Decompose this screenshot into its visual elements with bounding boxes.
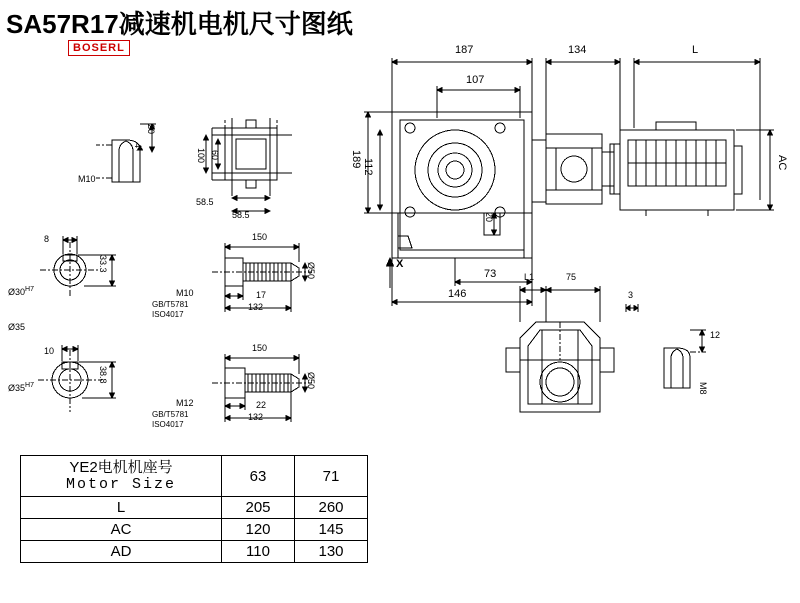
dim-4-key: 4 — [133, 143, 143, 149]
dim-73: 73 — [484, 268, 497, 280]
label-m12-bolt: M12 — [176, 398, 194, 408]
dim-d35: Ø35 — [8, 322, 26, 332]
dim-17: 17 — [256, 290, 267, 300]
row-ad-71: 130 — [295, 541, 368, 563]
row-ac-71: 145 — [295, 519, 368, 541]
label-std1-iso: ISO4017 — [152, 310, 184, 319]
dim-150-a: 150 — [252, 232, 268, 242]
dim-20-foot: 20 — [484, 212, 494, 223]
row-label-ac: AC — [21, 519, 222, 541]
dim-132-b: 132 — [248, 412, 264, 422]
brand-logo: BOSERL — [68, 40, 130, 56]
dim-189: 189 — [350, 150, 362, 169]
motor-size-table — [20, 455, 368, 563]
dim-d30: $Ø30^{H7}$ — [8, 286, 34, 297]
table-header-label-cn: YE2电机机座号 — [69, 459, 173, 476]
dim-187: 187 — [455, 44, 474, 56]
row-l-71: 260 — [295, 497, 368, 519]
table-row — [21, 456, 368, 497]
row-label-ad: AD — [21, 541, 222, 563]
row-label-l: L — [21, 497, 222, 519]
dim-d50-b: Ø50 — [306, 372, 316, 390]
dim-d35h7: $Ø35^{H7}$ — [8, 382, 34, 393]
dim-33-3: 33.3 — [98, 255, 108, 273]
dim-20-key: 20 — [146, 124, 156, 135]
dim-22: 22 — [256, 400, 267, 410]
label-std2-iso: ISO4017 — [152, 420, 184, 429]
view-mark-X: X — [396, 258, 404, 270]
table-row — [21, 541, 368, 563]
dim-L: L — [692, 44, 699, 56]
dim-100: 100 — [196, 148, 206, 164]
dim-132-a: 132 — [248, 302, 264, 312]
table-row — [21, 519, 368, 541]
dim-12: 12 — [710, 330, 721, 340]
dim-150-b: 150 — [252, 343, 268, 353]
label-m10-key: M10 — [78, 174, 96, 184]
table-header-label-en: Motor Size — [65, 476, 176, 493]
label-m10-bolt: M10 — [176, 288, 194, 298]
dim-8: 8 — [44, 234, 50, 244]
dim-AC: AC — [776, 155, 788, 171]
dim-58-5-b: 58.5 — [232, 210, 250, 220]
row-l-63: 205 — [222, 497, 295, 519]
dim-3: 3 — [628, 290, 634, 300]
table-header-col1: 63 — [222, 456, 295, 497]
dim-146: 146 — [448, 288, 467, 300]
dim-58-5-a: 58.5 — [196, 197, 214, 207]
dim-60: 60 — [210, 150, 220, 161]
label-std2-gb: GB/T5781 — [152, 410, 189, 419]
dim-107: 107 — [466, 74, 485, 86]
dim-112: 112 — [362, 158, 374, 176]
dim-10: 10 — [44, 346, 55, 356]
table-header-label — [21, 456, 222, 497]
row-ac-63: 120 — [222, 519, 295, 541]
row-ad-63: 110 — [222, 541, 295, 563]
dim-75: 75 — [566, 272, 577, 282]
dim-38-8: 38.8 — [98, 366, 108, 384]
label-m8: M8 — [698, 382, 708, 395]
dim-134: 134 — [568, 44, 587, 56]
table-row — [21, 497, 368, 519]
table-header-col2: 71 — [295, 456, 368, 497]
page-title: SA57R17减速机电机尺寸图纸 — [6, 9, 353, 39]
dim-L1: L1 — [524, 272, 535, 282]
dim-d50-a: Ø50 — [306, 262, 316, 280]
label-std1-gb: GB/T5781 — [152, 300, 189, 309]
